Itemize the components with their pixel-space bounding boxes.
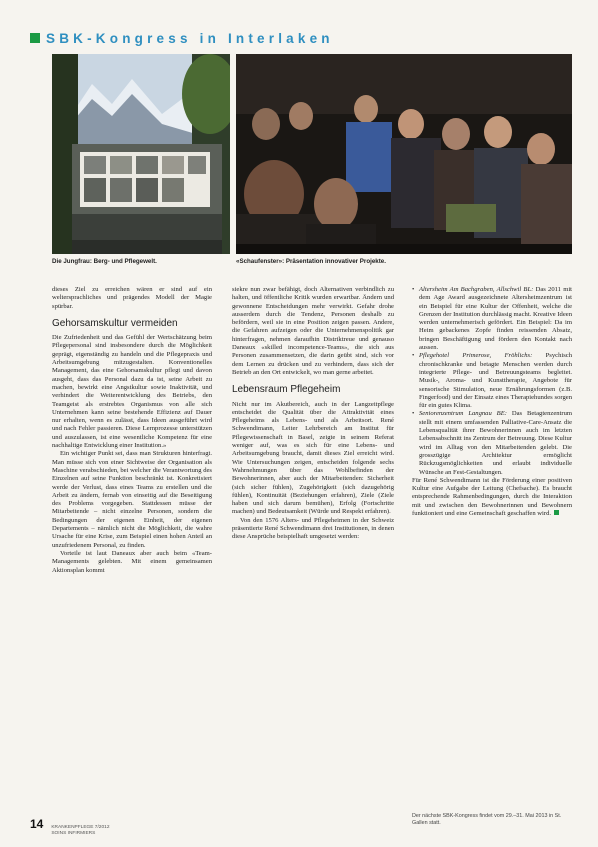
publication-line-1: KRANKENPFLEGE 7/2012 (51, 825, 110, 830)
list-item (412, 410, 572, 476)
photo-jungfrau (52, 54, 230, 254)
page-footer (30, 817, 109, 837)
col3-closing (412, 477, 572, 518)
column-1 (52, 286, 212, 575)
header-title: SBK-Kongress in Interlaken (46, 30, 334, 46)
page-number: 14 (30, 817, 44, 831)
photo-audience-image (236, 54, 572, 254)
institution-name: Seniorenzentrum Langnau BE: (419, 410, 507, 418)
col2-paragraph: siekre nun zwar befähigt, doch Alternativen verbindlich zu halten, und öffentliche Kritik wurden erwartbar. Ändern und gewonnene Entscheidungen mehr verwirkt. Gefahr drohe ausserdem durch die Tendenz, Personen deshalb zu befördern, weil sie in eine Position zeigen passen. Andere, die Gefahren aufzeigen oder die Unternehmenspolitik gar hinterfragen, nehmen daraufhin Distriktreue und genauso Daneaux «skilled incompetence-Teams», die sich aus Personen zusammensetzen, die darin geübt sind, sich vor dem Lernen zu drücken und zu verhindern, dass sich der Betrieb an den Ort entwickelt, wo man gerne arbeitet. (232, 286, 394, 376)
institution-text: Psychisch chronischkranke und betagte Menschen werden durch integrierte Pflege- und Betreuungsteams begleitet. Musik-, Aroma- und Kunsttherapie, Angebote für sensorische Stimulation, neue Ernährungsformen (z.B. Fingerfood) und der Einsatz eines Therapiehundes sorgen für ein gutes Klima. (419, 352, 572, 410)
caption-right: «Schaufenster»: Präsentation innovativer Projekte. (236, 258, 386, 265)
col1-intro: dieses Ziel zu erreichen wären er sind auf ein weltersprachliches und prägendes Modell der Magie spürbar. (52, 286, 212, 310)
col1-heading: Gehorsamskultur vermeiden (52, 317, 178, 329)
publication-line-2: SOINS INFIRMIERS (51, 830, 96, 836)
col1-paragraph: Ein wichtiger Punkt sei, dass man Strukturen hinterfragt. Man müsse sich von einer Sichtweise der Organisation als Maschine verabschieden, bei welcher die Verantwortung des Einzelnen auf seine Funktion beschränkt ist. Konkretisiert werde der Verlust, dass eines Teams zu erstellen und die Arbeit zu ändern, fernab von einseitig auf die Beseitigung des Problems vorgegeben. Stattdessen müsse der Mitarbeitende – nicht einzelne Personen, sondern die Bedingungen der eigenen Einheit, der eigenen Departements – nämlich nicht die Möglichkeit, die wahre Ursache für eine Krise, zum Beispiel einen hohen Anteil an unzufriedenem Personal, zu finden. (52, 450, 212, 549)
institution-name: Altersheim Am Bachgraben, Allschwil BL: (419, 286, 534, 293)
page-header (30, 28, 570, 48)
publication-info (51, 825, 109, 837)
col1-paragraph: Die Zufriedenheit und das Gefühl der Wertschätzung beim Pflegepersonal sind insbesondere durch die Möglichkeit geprägt, eigenständig zu handeln und die Pflegepraxis und Arbeitsumgebung mitzugestalten. Konventionelles Management, das eine Gehorsamskultur pflegt und davon ausgeht, dass das Personal dazu da ist, seine Arbeit zu machen, bewirkt eine Angstkultur sowie Inaktivität, und verhindert die Weiterentwicklung des Betriebs, den Teamgeist als erstrebtes Organismus von alle sich Unternehmen kann seine bestehende Effizienz auf Dauer nur erhalten, wenn es zulässt, dass Ideen ausgeführt wird und nach Fehler passieren. Diese Lernprozesse unterstützen und auszulassen, ist eine wesentliche Kompetenz für eine nachhaltige Entwicklung einer Institution.» (52, 334, 212, 450)
caption-left: Die Jungfrau: Berg- und Pflegewelt. (52, 258, 157, 265)
col2-paragraph: Nicht nur im Akutbereich, auch in der Langzeitpflege entscheidet die Qualität über die Attraktivität eines Pflegeheims als Lebens- und als Arbeitsort. René Schwendimann, Leiter Lehrbereich am Institut für Pflegewissenschaft in Basel, zeigte in seinem Referat weniger auf, was es sich für eine Lebens- und Arbeitsumgebung braucht, damit dieses Ziel erreicht wird. Wie Untersuchungen zeigen, entscheiden folgende sechs Wahrnehmungen über das Wohlbefinden der Bewohnerinnen, aber auch der Mitarbeitenden: Sicherheit (sich sicher fühlen), Zugehörigkeit (sich dazugehörig fühlen), Kontinuität (Beziehungen erfahren), Ziele (Ziele haben und sich darum bemühen), Erfolg (Fortschritte machen) und Bedeutsamkeit (Würde und Respekt erfahren). (232, 400, 394, 516)
photo-jungfrau-image (52, 54, 230, 254)
header-square-icon (30, 33, 40, 43)
list-item (412, 286, 572, 352)
list-item (412, 352, 572, 410)
column-3 (412, 286, 572, 518)
col2-paragraph: Von den 1576 Alters- und Pflegeheimen in der Schweiz präsentierte René Schwendimann drei Institutionen, in denen diese Ansprüche beispielhaft umgesetzt werden: (232, 516, 394, 541)
congress-info: Der nächste SBK-Kongress findet vom 29.–31. Mai 2013 in St. Gallen statt. (412, 813, 562, 826)
photo-audience (236, 54, 572, 254)
col3-closing-text: Für René Schwendimann ist die Förderung einer positiven Kultur eine Aufgabe der Leitung (Chefsache). Es braucht entsprechende Rahmenbedingungen, durch die Interaktion mit und zwischen den Bewohnerinnen und Bewohnern funktioniert und eine Gemeinschaft geschaffen wird. (412, 476, 572, 518)
col2-heading: Lebensraum Pflegeheim (232, 384, 341, 396)
col1-paragraph: Vorteile ist laut Daneaux aber auch beim «Team-Managements gelebten. Mit einem gemeinsamen Aktionsplan kommt (52, 549, 212, 574)
institution-text: Das Betagtenzentrum stellt mit einem umfassenden Palliative-Care-Ansatz die Lebensqualität ihrer Bewohnerinnen auch im letzten Lebensabschnitt ins Zentrum der Betreuung. Diese Kultur wird im Alltag von den Mitarbeitenden gelebt. Die grosszügige Architektur ermöglicht Rückzugsmöglichkeiten und erlaubt individuelle Wünsche an Fest-Gestaltungen. (419, 410, 572, 476)
end-mark-icon (554, 510, 559, 515)
institution-list (412, 286, 572, 477)
institution-name: Pflegehotel Primerose, Fröhlichs: (419, 352, 533, 360)
column-2 (232, 286, 394, 542)
institution-text: Das 2011 mit dem Age Award ausgezeichnete Altersheimzentrum ist ein Beispiel für eine Kultur der Offenheit, welche die Grenzen der Institution durchlässig macht. Kreative Ideen werden unternehmerisch gefördert. Ein Beispiel: Da im Heim gebackenes Zopfe finden reissenden Absatz, bringen Beschäftigung und fördern den Kontakt nach aussen. (419, 286, 572, 352)
